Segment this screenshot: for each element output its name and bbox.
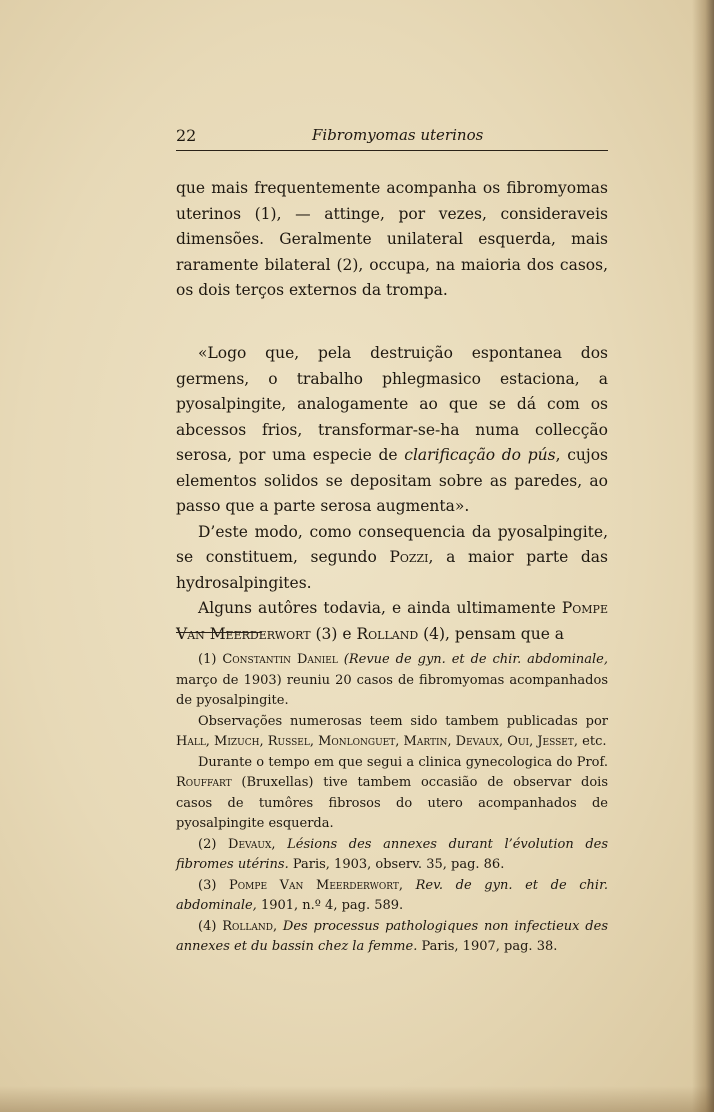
footnotes — [176, 650, 608, 958]
paragraph-4 — [176, 596, 608, 647]
footnote-1-journal: (Revue de gyn. et de chir. abdominale, — [337, 652, 608, 667]
author-name-pompe: Pompe Van Meerderwort — [176, 599, 608, 643]
footnote-3-author: Pompe Van Meerderwort, — [229, 877, 403, 893]
footnote-2-author: Devaux, — [228, 836, 276, 852]
footnote-4-number: (4) — [198, 918, 223, 934]
footnote-rule — [176, 632, 262, 633]
body-text-top — [176, 176, 608, 304]
footnote-1-author: Constantin Daniel — [222, 652, 338, 667]
paragraph-2-text-b: , cujos elementos solidos se depositam sobre as paredes, ao passo que a parte serosa augmenta». — [176, 446, 608, 515]
page-header — [176, 126, 608, 151]
paragraph-3-text-b: , a maior parte das hydrosalpingites. — [176, 548, 608, 592]
footnote-2 — [176, 835, 608, 876]
paragraph-4-text-b: (3) e — [310, 624, 357, 643]
footnote-2-text: Paris, 1903, observ. 35, pag. 86. — [288, 857, 505, 872]
page-number: 22 — [176, 126, 197, 145]
footnote-2-title: Lésions des annexes durant l’évolution des fibromes utérins. — [176, 836, 608, 872]
footnote-1-continuation-a — [176, 712, 608, 753]
footnote-1b-authors: Hall, Mizuch, Russel, Monlonguet, Martin, Devaux, Oui, Jesset, — [176, 734, 579, 749]
footnote-3-number: (3) — [198, 877, 230, 893]
author-name-pozzi: Pozzi — [389, 548, 429, 566]
paragraph-3 — [176, 520, 608, 597]
page-bottom-shadow — [0, 1086, 714, 1112]
footnote-3 — [176, 876, 608, 917]
paragraph-3-text-a: D’este modo, como consequencia da pyosalpingite, se constituem, segundo — [176, 522, 608, 566]
footnote-1c-text-a: Durante o tempo em que segui a clinica gynecologica do Prof. — [198, 754, 608, 770]
paragraph-2-italic: clarificação do pús — [404, 446, 556, 464]
footnote-1 — [176, 650, 608, 712]
footnote-1c-author: Rouffart — [176, 775, 232, 790]
paragraph-2 — [176, 341, 608, 520]
footnote-1-number: (1) — [198, 652, 223, 667]
paragraph-4-text-a: Alguns autôres todavia, e ainda ultimamente — [198, 599, 562, 617]
paragraph-2-text-a: «Logo que, pela destruição espontanea dos germens, o trabalho phlegmasico estaciona, a pyosalpingite, analogamente ao que se dá com os abcessos frios, transformar-se-ha numa collecção serosa, por uma especie de — [176, 344, 608, 464]
footnote-4 — [176, 917, 608, 958]
footnote-4-title: Des processus pathologiques non infectieux des annexes et du bassin chez la femme. — [176, 918, 608, 954]
footnote-1c-text-b: (Bruxellas) tive tambem occasião de observar dois casos de tumôres fibrosos do utero acompanhados de pyosalpingite esquerda. — [176, 775, 608, 831]
page-edge-shadow — [692, 0, 714, 1112]
paragraph-1: que mais frequentemente acompanha os fibromyomas uterinos (1), — attinge, por vezes, consideraveis dimensões. Geralmente unilateral esquerda, mais raramente bilateral (2), occupa, na maioria dos casos, os dois terços externos da trompa. — [176, 179, 608, 299]
body-text-main — [176, 341, 608, 647]
author-name-rolland: Rolland — [356, 624, 419, 643]
footnote-3-text: 1901, n.º 4, pag. 589. — [256, 898, 404, 913]
running-title: Fibromyomas uterinos — [312, 126, 484, 144]
footnote-1-continuation-b — [176, 753, 608, 835]
footnote-4-author: Rolland, — [222, 918, 278, 934]
footnote-3-journal: Rev. de gyn. et de chir. abdominale, — [176, 877, 609, 913]
footnote-2-number: (2) — [198, 836, 229, 852]
footnote-1-text: março de 1903) reuniu 20 casos de fibromyomas acompanhados de pyosalpingite. — [176, 672, 608, 708]
footnote-1b-text-a: Observações numerosas teem sido tambem publicadas por — [198, 713, 608, 729]
footnote-4-text: Paris, 1907, pag. 38. — [417, 939, 558, 954]
footnote-1b-text-b: etc. — [578, 734, 607, 749]
paragraph-4-text-c: (4), pensam que a — [418, 624, 565, 643]
